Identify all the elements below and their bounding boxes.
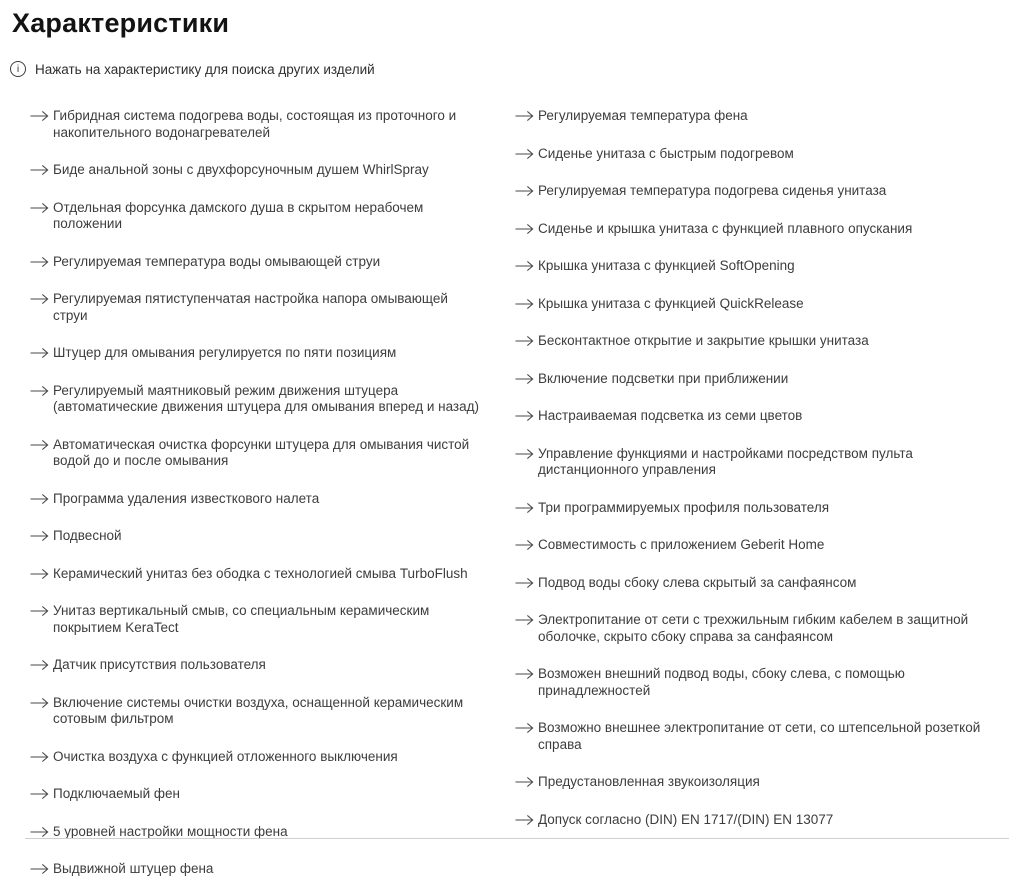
arrow-icon — [30, 659, 49, 671]
feature-item[interactable] — [515, 666, 983, 699]
feature-text: Выдвижной штуцер фена — [53, 861, 214, 876]
feature-text: Возможен внешний подвод воды, сбоку слева, с помощью принадлежностей — [538, 666, 905, 698]
feature-item[interactable] — [515, 333, 983, 350]
arrow-icon — [515, 539, 534, 551]
features-list — [0, 108, 1013, 878]
feature-text: Биде анальной зоны с двухфорсуночным душем WhirlSpray — [53, 162, 429, 177]
feature-item[interactable] — [30, 108, 485, 141]
feature-text: Датчик присутствия пользователя — [53, 657, 266, 672]
feature-item[interactable] — [515, 221, 983, 238]
feature-item[interactable] — [515, 446, 983, 479]
arrow-icon — [515, 185, 534, 197]
feature-item[interactable] — [30, 528, 485, 545]
feature-text: Очистка воздуха с функцией отложенного выключения — [53, 748, 398, 764]
arrow-icon — [515, 448, 534, 460]
feature-text: Включение подсветки при приближении — [538, 370, 789, 386]
arrow-icon — [515, 577, 534, 589]
features-column-left — [30, 108, 485, 878]
feature-item[interactable] — [30, 162, 485, 179]
feature-text: Отдельная форсунка дамского душа в скрытом нерабочем положении — [53, 199, 424, 231]
arrow-icon — [515, 614, 534, 626]
info-icon: i — [10, 61, 26, 77]
feature-text: Предустановленная звукоизоляция — [538, 774, 760, 789]
feature-item[interactable] — [515, 183, 983, 200]
feature-item[interactable] — [30, 749, 485, 766]
feature-text: Крышка унитаза с функцией SoftOpening — [538, 258, 795, 273]
feature-text: Регулируемая температура воды омывающей струи — [53, 253, 381, 269]
arrow-icon — [515, 148, 534, 160]
feature-item[interactable] — [30, 861, 485, 878]
feature-text: Гибридная система подогрева воды, состоящая из проточного и накопительного водонагревателей — [53, 108, 457, 140]
feature-item[interactable] — [515, 371, 983, 388]
arrow-icon — [30, 788, 49, 800]
feature-text: Регулируемый маятниковый режим движения штуцера (автоматические движения штуцера для омывания вперед и назад) — [53, 382, 479, 414]
feature-item[interactable] — [515, 812, 983, 829]
feature-item[interactable] — [515, 258, 983, 275]
arrow-icon — [515, 722, 534, 734]
feature-item[interactable] — [30, 603, 485, 636]
feature-text: Настраиваемая подсветка из семи цветов — [538, 408, 803, 423]
feature-text: Подключаемый фен — [53, 786, 180, 801]
arrow-icon — [30, 256, 49, 268]
feature-text: Керамический унитаз без ободка с технологией смыва TurboFlush — [53, 565, 468, 581]
arrow-icon — [30, 826, 49, 838]
feature-text: Бесконтактное открытие и закрытие крышки унитаза — [538, 333, 869, 348]
feature-item[interactable] — [515, 612, 983, 645]
arrow-icon — [515, 776, 534, 788]
arrow-icon — [515, 110, 534, 122]
arrow-icon — [30, 110, 49, 122]
section-divider — [25, 838, 1009, 839]
feature-text: Электропитание от сети с трехжильным гибким кабелем в защитной оболочке, скрыто сбоку справа за санфаянсом — [538, 612, 969, 644]
arrow-icon — [30, 568, 49, 580]
feature-item[interactable] — [515, 146, 983, 163]
feature-text: Программа удаления известкового налета — [53, 490, 320, 506]
feature-text: 5 уровней настройки мощности фена — [53, 823, 288, 839]
feature-text: Допуск согласно (DIN) EN 1717/(DIN) EN 13077 — [538, 811, 834, 827]
arrow-icon — [30, 385, 49, 397]
feature-text: Крышка унитаза с функцией QuickRelease — [538, 295, 804, 311]
feature-text: Подвод воды сбоку слева скрытый за санфаянсом — [538, 574, 857, 590]
arrow-icon — [515, 668, 534, 680]
feature-item[interactable] — [515, 575, 983, 592]
feature-text: Включение системы очистки воздуха, оснащенной керамическим сотовым фильтром — [53, 694, 464, 726]
arrow-icon — [30, 697, 49, 709]
feature-item[interactable] — [30, 345, 485, 362]
arrow-icon — [515, 502, 534, 514]
feature-item[interactable] — [30, 437, 485, 470]
info-note-text: Нажать на характеристику для поиска других изделий — [35, 61, 375, 77]
arrow-icon — [30, 751, 49, 763]
feature-item[interactable] — [515, 500, 983, 517]
feature-text: Управление функциями и настройками посредством пульта дистанционного управления — [538, 445, 913, 477]
arrow-icon — [515, 814, 534, 826]
arrow-icon — [30, 293, 49, 305]
arrow-icon — [515, 260, 534, 272]
feature-text: Регулируемая температура подогрева сиденья унитаза — [538, 183, 887, 198]
feature-item[interactable] — [30, 657, 485, 674]
feature-text: Совместимость с приложением Geberit Home — [538, 537, 825, 552]
page-title: Характеристики — [12, 8, 230, 38]
feature-item[interactable] — [30, 291, 485, 324]
feature-text: Возможно внешнее электропитание от сети, со штепсельной розеткой справа — [538, 720, 981, 752]
feature-item[interactable] — [515, 537, 983, 554]
features-column-right — [515, 108, 983, 828]
feature-item[interactable] — [515, 296, 983, 313]
arrow-icon — [515, 298, 534, 310]
feature-item[interactable] — [515, 408, 983, 425]
feature-text: Автоматическая очистка форсунки штуцера для омывания чистой водой до и после омывания — [53, 436, 470, 468]
arrow-icon — [30, 347, 49, 359]
arrow-icon — [30, 439, 49, 451]
feature-item[interactable] — [30, 383, 485, 416]
feature-text: Сиденье унитаза с быстрым подогревом — [538, 145, 794, 161]
feature-text: Подвесной — [53, 528, 122, 543]
arrow-icon — [30, 863, 49, 875]
feature-item[interactable] — [30, 200, 485, 233]
arrow-icon — [515, 335, 534, 347]
arrow-icon — [515, 410, 534, 422]
feature-item[interactable] — [515, 108, 983, 125]
feature-text: Три программируемых профиля пользователя — [538, 499, 830, 515]
arrow-icon — [30, 493, 49, 505]
feature-item[interactable] — [30, 566, 485, 583]
feature-item[interactable] — [515, 774, 983, 791]
feature-text: Регулируемая пятиступенчатая настройка напора омывающей струи — [53, 291, 448, 323]
arrow-icon — [30, 202, 49, 214]
feature-item[interactable] — [30, 491, 485, 508]
feature-text: Штуцер для омывания регулируется по пяти позициям — [53, 345, 397, 360]
feature-item[interactable] — [515, 720, 983, 753]
arrow-icon — [30, 530, 49, 542]
arrow-icon — [515, 373, 534, 385]
feature-text: Регулируемая температура фена — [538, 108, 748, 123]
feature-item[interactable] — [30, 786, 485, 803]
feature-item[interactable] — [30, 254, 485, 271]
feature-item[interactable] — [30, 695, 485, 728]
arrow-icon — [515, 223, 534, 235]
arrow-icon — [30, 605, 49, 617]
feature-text: Сиденье и крышка унитаза с функцией плавного опускания — [538, 220, 913, 236]
feature-text: Унитаз вертикальный смыв, со специальным керамическим покрытием KeraTect — [53, 603, 430, 635]
arrow-icon — [30, 164, 49, 176]
info-note — [10, 61, 1013, 77]
